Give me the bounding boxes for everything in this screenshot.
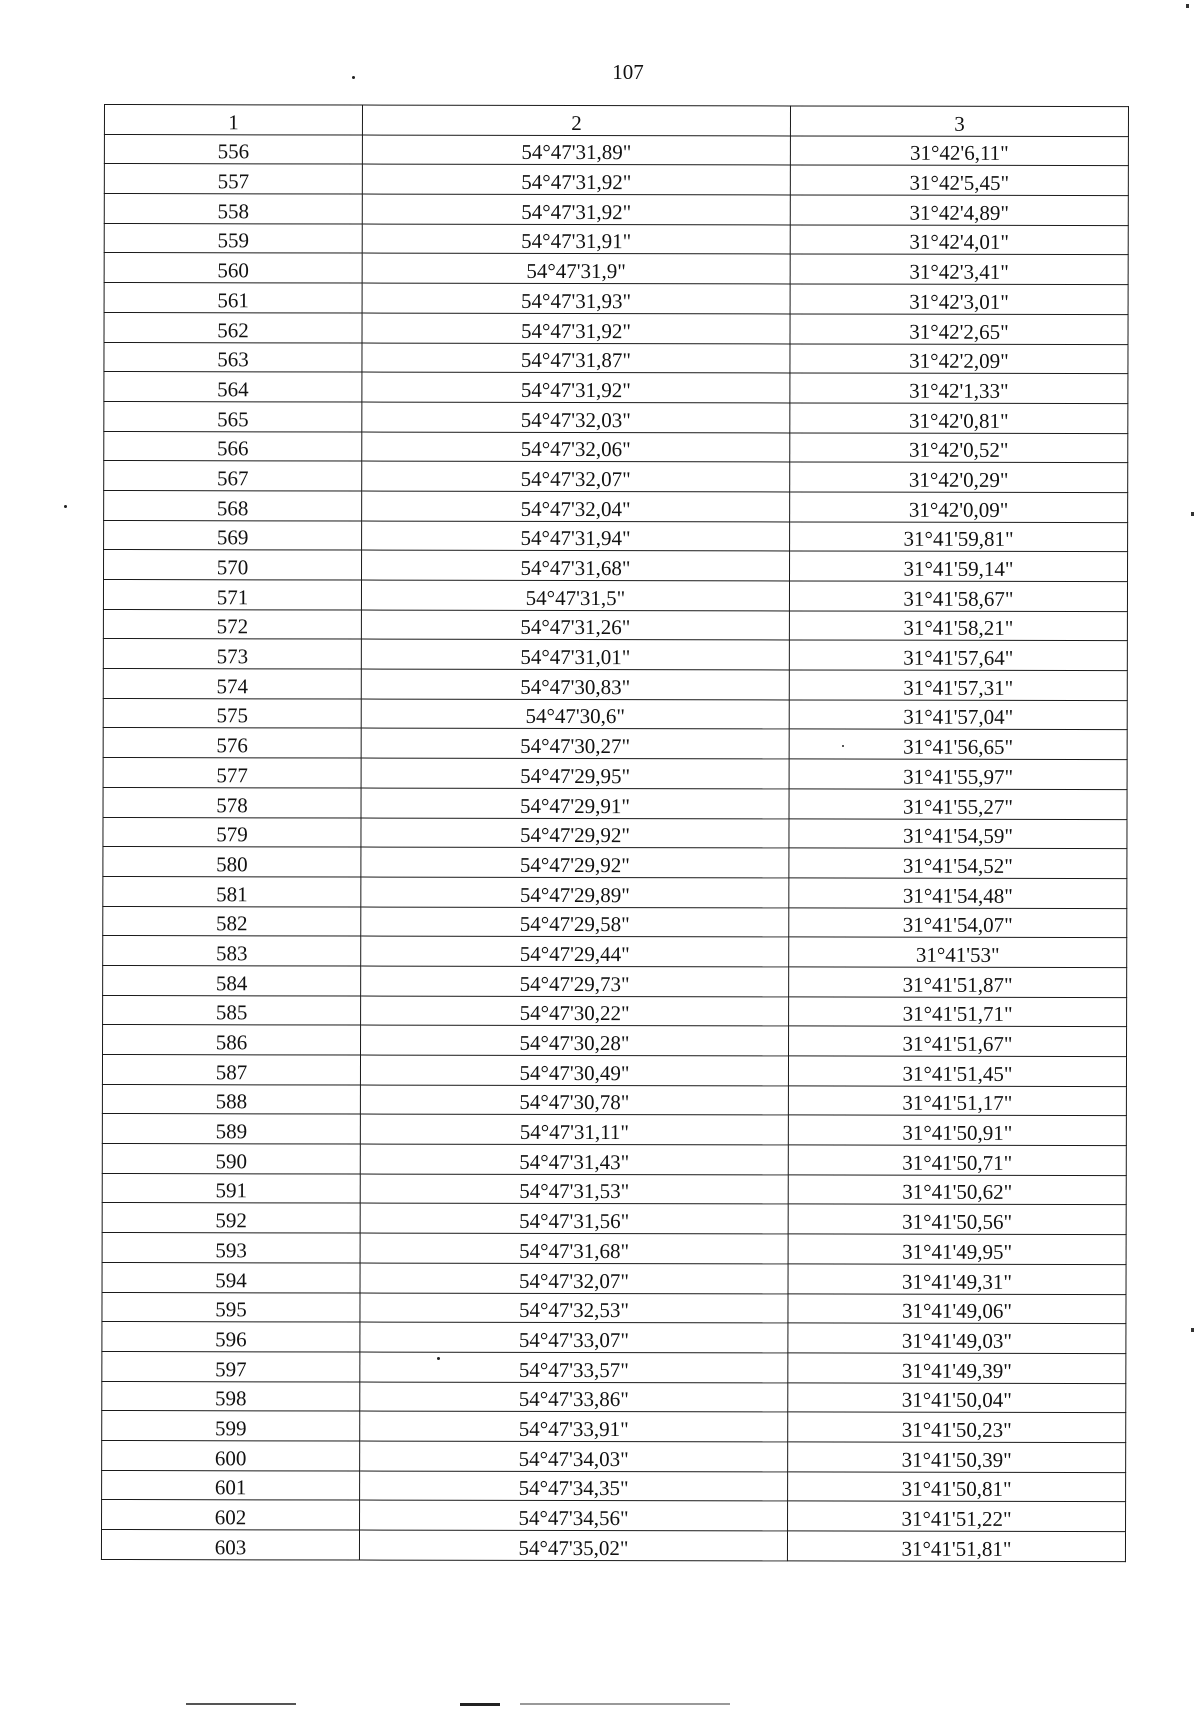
longitude-cell: 31°41'59,14" bbox=[790, 551, 1128, 581]
longitude-cell: 31°41'50,56" bbox=[788, 1204, 1126, 1234]
point-number-cell: 562 bbox=[104, 312, 362, 342]
table-row bbox=[102, 1233, 1126, 1265]
table-row bbox=[102, 1114, 1126, 1146]
longitude-cell: 31°41'57,64" bbox=[789, 640, 1127, 670]
table-row bbox=[103, 580, 1127, 612]
latitude-cell: 54°47'31,68" bbox=[362, 550, 790, 581]
point-number-cell: 581 bbox=[103, 876, 361, 906]
scan-bottom-noise bbox=[520, 1703, 730, 1705]
table-row bbox=[102, 1084, 1126, 1116]
point-number-cell: 589 bbox=[102, 1114, 360, 1144]
table-row bbox=[104, 490, 1128, 522]
latitude-cell: 54°47'29,92" bbox=[361, 847, 789, 878]
longitude-cell: 31°42'4,01" bbox=[790, 225, 1128, 255]
latitude-cell: 54°47'33,07" bbox=[360, 1322, 788, 1353]
table-row bbox=[102, 1054, 1126, 1086]
point-number-cell: 574 bbox=[103, 669, 361, 699]
table-row bbox=[104, 372, 1128, 404]
scan-edge-mark bbox=[1191, 512, 1194, 516]
latitude-cell: 54°47'30,27" bbox=[361, 728, 789, 759]
latitude-cell: 54°47'34,03" bbox=[360, 1441, 788, 1472]
latitude-cell: 54°47'30,83" bbox=[361, 669, 789, 700]
latitude-cell: 54°47'31,68" bbox=[360, 1233, 788, 1264]
point-number-cell: 560 bbox=[104, 253, 362, 283]
longitude-cell: 31°42'0,29" bbox=[790, 462, 1128, 492]
latitude-cell: 54°47'32,53" bbox=[360, 1293, 788, 1324]
longitude-cell: 31°41'49,31" bbox=[788, 1264, 1126, 1294]
point-number-cell: 595 bbox=[102, 1292, 360, 1322]
point-number-cell: 582 bbox=[103, 906, 361, 936]
table-row bbox=[101, 1529, 1125, 1561]
table-row bbox=[102, 1470, 1126, 1502]
latitude-cell: 54°47'31,5" bbox=[361, 580, 789, 611]
table-row bbox=[103, 906, 1127, 938]
longitude-cell: 31°41'53" bbox=[789, 937, 1127, 967]
longitude-cell: 31°42'6,11" bbox=[790, 136, 1128, 166]
latitude-cell: 54°47'32,07" bbox=[360, 1263, 788, 1294]
latitude-cell: 54°47'31,92" bbox=[362, 164, 790, 195]
point-number-cell: 600 bbox=[102, 1440, 360, 1470]
longitude-cell: 31°41'57,04" bbox=[789, 700, 1127, 730]
longitude-cell: 31°41'51,67" bbox=[789, 1026, 1127, 1056]
longitude-cell: 31°41'50,81" bbox=[788, 1472, 1126, 1502]
point-number-cell: 586 bbox=[103, 1025, 361, 1055]
point-number-cell: 588 bbox=[102, 1084, 360, 1114]
longitude-cell: 31°41'51,22" bbox=[788, 1501, 1126, 1531]
longitude-cell: 31°42'0,52" bbox=[790, 432, 1128, 462]
table-row bbox=[102, 1144, 1126, 1176]
latitude-cell: 54°47'33,91" bbox=[360, 1411, 788, 1442]
longitude-cell: 31°41'58,67" bbox=[789, 581, 1127, 611]
point-number-cell: 573 bbox=[103, 639, 361, 669]
table-row bbox=[102, 1203, 1126, 1235]
point-number-cell: 584 bbox=[103, 965, 361, 995]
table-row bbox=[103, 847, 1127, 879]
longitude-cell: 31°41'51,87" bbox=[789, 967, 1127, 997]
latitude-cell: 54°47'31,92" bbox=[362, 372, 790, 403]
latitude-cell: 54°47'31,01" bbox=[361, 639, 789, 670]
latitude-cell: 54°47'31,93" bbox=[362, 283, 790, 314]
point-number-cell: 577 bbox=[103, 758, 361, 788]
longitude-cell: 31°42'0,09" bbox=[790, 492, 1128, 522]
table-row bbox=[102, 1262, 1126, 1294]
point-number-cell: 583 bbox=[103, 936, 361, 966]
table-row bbox=[104, 312, 1128, 344]
latitude-cell: 54°47'31,43" bbox=[360, 1144, 788, 1175]
latitude-cell: 54°47'31,92" bbox=[362, 313, 790, 344]
longitude-cell: 31°41'51,71" bbox=[789, 997, 1127, 1027]
latitude-cell: 54°47'30,49" bbox=[360, 1055, 788, 1086]
latitude-cell: 54°47'29,92" bbox=[361, 818, 789, 849]
latitude-cell: 54°47'31,89" bbox=[362, 135, 790, 166]
table-row bbox=[102, 1500, 1126, 1532]
point-number-cell: 591 bbox=[102, 1173, 360, 1203]
longitude-cell: 31°41'50,62" bbox=[788, 1175, 1126, 1205]
latitude-cell: 54°47'30,22" bbox=[361, 996, 789, 1027]
point-number-cell: 559 bbox=[104, 223, 362, 253]
longitude-cell: 31°41'49,06" bbox=[788, 1293, 1126, 1323]
longitude-cell: 31°41'50,71" bbox=[788, 1145, 1126, 1175]
point-number-cell: 570 bbox=[104, 550, 362, 580]
table-row bbox=[104, 134, 1128, 166]
point-number-cell: 558 bbox=[104, 194, 362, 224]
longitude-cell: 31°41'50,91" bbox=[788, 1115, 1126, 1145]
point-number-cell: 590 bbox=[102, 1144, 360, 1174]
longitude-cell: 31°41'50,23" bbox=[788, 1412, 1126, 1442]
table-row bbox=[104, 164, 1128, 196]
longitude-cell: 31°41'55,27" bbox=[789, 789, 1127, 819]
point-number-cell: 561 bbox=[104, 283, 362, 313]
point-number-cell: 603 bbox=[101, 1529, 359, 1559]
table-row bbox=[104, 342, 1128, 374]
page-number: 107 bbox=[612, 60, 644, 84]
table-row bbox=[102, 1440, 1126, 1472]
longitude-cell: 31°41'54,52" bbox=[789, 848, 1127, 878]
point-number-cell: 579 bbox=[103, 817, 361, 847]
latitude-cell: 54°47'34,35" bbox=[360, 1471, 788, 1502]
latitude-cell: 54°47'30,78" bbox=[360, 1085, 788, 1116]
point-number-cell: 565 bbox=[104, 401, 362, 431]
point-number-cell: 578 bbox=[103, 787, 361, 817]
table-row bbox=[103, 965, 1127, 997]
scan-speck bbox=[842, 745, 844, 747]
latitude-cell: 54°47'31,26" bbox=[361, 610, 789, 641]
table-row bbox=[103, 639, 1127, 671]
latitude-cell: 54°47'31,91" bbox=[362, 224, 790, 255]
longitude-cell: 31°41'55,97" bbox=[789, 759, 1127, 789]
point-number-cell: 594 bbox=[102, 1262, 360, 1292]
scan-speck bbox=[352, 76, 355, 79]
latitude-cell: 54°47'31,56" bbox=[360, 1203, 788, 1234]
table-body bbox=[101, 134, 1128, 1561]
table-row bbox=[103, 669, 1127, 701]
latitude-cell: 54°47'29,73" bbox=[361, 966, 789, 997]
longitude-cell: 31°42'3,41" bbox=[790, 254, 1128, 284]
scan-edge-mark bbox=[1186, 4, 1189, 8]
latitude-cell: 54°47'34,56" bbox=[360, 1500, 788, 1531]
table-row bbox=[102, 1351, 1126, 1383]
latitude-cell: 54°47'31,53" bbox=[360, 1174, 788, 1205]
table-row bbox=[103, 758, 1127, 790]
longitude-cell: 31°42'2,65" bbox=[790, 314, 1128, 344]
point-number-cell: 592 bbox=[102, 1203, 360, 1233]
latitude-cell: 54°47'29,44" bbox=[361, 936, 789, 967]
point-number-cell: 557 bbox=[104, 164, 362, 194]
scan-bottom-noise bbox=[186, 1703, 296, 1705]
table-row bbox=[104, 550, 1128, 582]
point-number-cell: 556 bbox=[104, 134, 362, 164]
latitude-cell: 54°47'31,87" bbox=[362, 343, 790, 374]
point-number-cell: 601 bbox=[102, 1470, 360, 1500]
latitude-cell: 54°47'31,11" bbox=[360, 1114, 788, 1145]
point-number-cell: 598 bbox=[102, 1381, 360, 1411]
table-row bbox=[103, 787, 1127, 819]
table-row bbox=[102, 1381, 1126, 1413]
latitude-cell: 54°47'32,06" bbox=[362, 432, 790, 463]
longitude-cell: 31°41'51,17" bbox=[788, 1086, 1126, 1116]
latitude-cell: 54°47'32,07" bbox=[362, 461, 790, 492]
table-row bbox=[103, 995, 1127, 1027]
longitude-cell: 31°42'5,45" bbox=[790, 165, 1128, 195]
latitude-cell: 54°47'29,58" bbox=[361, 907, 789, 938]
point-number-cell: 572 bbox=[103, 609, 361, 639]
table-row bbox=[103, 817, 1127, 849]
header-column-1: 1 bbox=[104, 105, 362, 135]
table-row bbox=[102, 1292, 1126, 1324]
point-number-cell: 569 bbox=[104, 520, 362, 550]
table-row bbox=[103, 609, 1127, 641]
longitude-cell: 31°42'4,89" bbox=[790, 195, 1128, 225]
latitude-cell: 54°47'29,91" bbox=[361, 788, 789, 819]
latitude-cell: 54°47'29,89" bbox=[361, 877, 789, 908]
point-number-cell: 575 bbox=[103, 698, 361, 728]
point-number-cell: 576 bbox=[103, 728, 361, 758]
table-header bbox=[104, 105, 1128, 137]
latitude-cell: 54°47'35,02" bbox=[359, 1530, 787, 1561]
latitude-cell: 54°47'32,03" bbox=[362, 402, 790, 433]
latitude-cell: 54°47'33,57" bbox=[360, 1352, 788, 1383]
latitude-cell: 54°47'30,28" bbox=[361, 1025, 789, 1056]
longitude-cell: 31°41'49,39" bbox=[788, 1353, 1126, 1383]
longitude-cell: 31°41'54,48" bbox=[789, 878, 1127, 908]
table-row bbox=[104, 283, 1128, 315]
table-row bbox=[104, 253, 1128, 285]
header-row bbox=[104, 105, 1128, 137]
longitude-cell: 31°41'56,65" bbox=[789, 729, 1127, 759]
point-number-cell: 602 bbox=[102, 1500, 360, 1530]
longitude-cell: 31°41'51,45" bbox=[788, 1056, 1126, 1086]
table-row bbox=[103, 876, 1127, 908]
scan-edge-mark bbox=[1191, 1328, 1194, 1332]
longitude-cell: 31°42'1,33" bbox=[790, 373, 1128, 403]
point-number-cell: 567 bbox=[104, 461, 362, 491]
longitude-cell: 31°41'51,81" bbox=[787, 1531, 1125, 1561]
latitude-cell: 54°47'32,04" bbox=[362, 491, 790, 522]
scan-speck bbox=[64, 505, 67, 508]
latitude-cell: 54°47'31,9" bbox=[362, 253, 790, 284]
point-number-cell: 566 bbox=[104, 431, 362, 461]
table-row bbox=[102, 1322, 1126, 1354]
coordinates-table bbox=[101, 104, 1129, 1562]
point-number-cell: 571 bbox=[103, 580, 361, 610]
point-number-cell: 587 bbox=[102, 1054, 360, 1084]
point-number-cell: 568 bbox=[104, 490, 362, 520]
table-row bbox=[104, 194, 1128, 226]
header-column-3: 3 bbox=[790, 106, 1128, 136]
latitude-cell: 54°47'33,86" bbox=[360, 1382, 788, 1413]
table-row bbox=[104, 520, 1128, 552]
point-number-cell: 585 bbox=[103, 995, 361, 1025]
longitude-cell: 31°41'58,21" bbox=[789, 611, 1127, 641]
longitude-cell: 31°42'2,09" bbox=[790, 343, 1128, 373]
point-number-cell: 563 bbox=[104, 342, 362, 372]
table-row bbox=[104, 401, 1128, 433]
latitude-cell: 54°47'31,94" bbox=[362, 521, 790, 552]
point-number-cell: 597 bbox=[102, 1351, 360, 1381]
longitude-cell: 31°41'50,39" bbox=[788, 1442, 1126, 1472]
header-column-2: 2 bbox=[362, 105, 790, 136]
longitude-cell: 31°41'54,07" bbox=[789, 907, 1127, 937]
table-row bbox=[104, 431, 1128, 463]
scan-speck bbox=[437, 1357, 440, 1360]
table-row bbox=[103, 728, 1127, 760]
table-row bbox=[102, 1173, 1126, 1205]
point-number-cell: 580 bbox=[103, 847, 361, 877]
latitude-cell: 54°47'29,95" bbox=[361, 758, 789, 789]
longitude-cell: 31°42'0,81" bbox=[790, 403, 1128, 433]
longitude-cell: 31°41'49,95" bbox=[788, 1234, 1126, 1264]
point-number-cell: 596 bbox=[102, 1322, 360, 1352]
point-number-cell: 593 bbox=[102, 1233, 360, 1263]
longitude-cell: 31°41'59,81" bbox=[790, 522, 1128, 552]
latitude-cell: 54°47'31,92" bbox=[362, 194, 790, 225]
table-row bbox=[103, 936, 1127, 968]
latitude-cell: 54°47'30,6" bbox=[361, 699, 789, 730]
table-row bbox=[104, 461, 1128, 493]
table-row bbox=[104, 223, 1128, 255]
longitude-cell: 31°41'57,31" bbox=[789, 670, 1127, 700]
point-number-cell: 599 bbox=[102, 1411, 360, 1441]
table-row bbox=[102, 1411, 1126, 1443]
longitude-cell: 31°41'54,59" bbox=[789, 818, 1127, 848]
table-row bbox=[103, 1025, 1127, 1057]
longitude-cell: 31°41'49,03" bbox=[788, 1323, 1126, 1353]
point-number-cell: 564 bbox=[104, 372, 362, 402]
table-row bbox=[103, 698, 1127, 730]
longitude-cell: 31°41'50,04" bbox=[788, 1382, 1126, 1412]
longitude-cell: 31°42'3,01" bbox=[790, 284, 1128, 314]
scan-bottom-noise bbox=[460, 1703, 500, 1706]
